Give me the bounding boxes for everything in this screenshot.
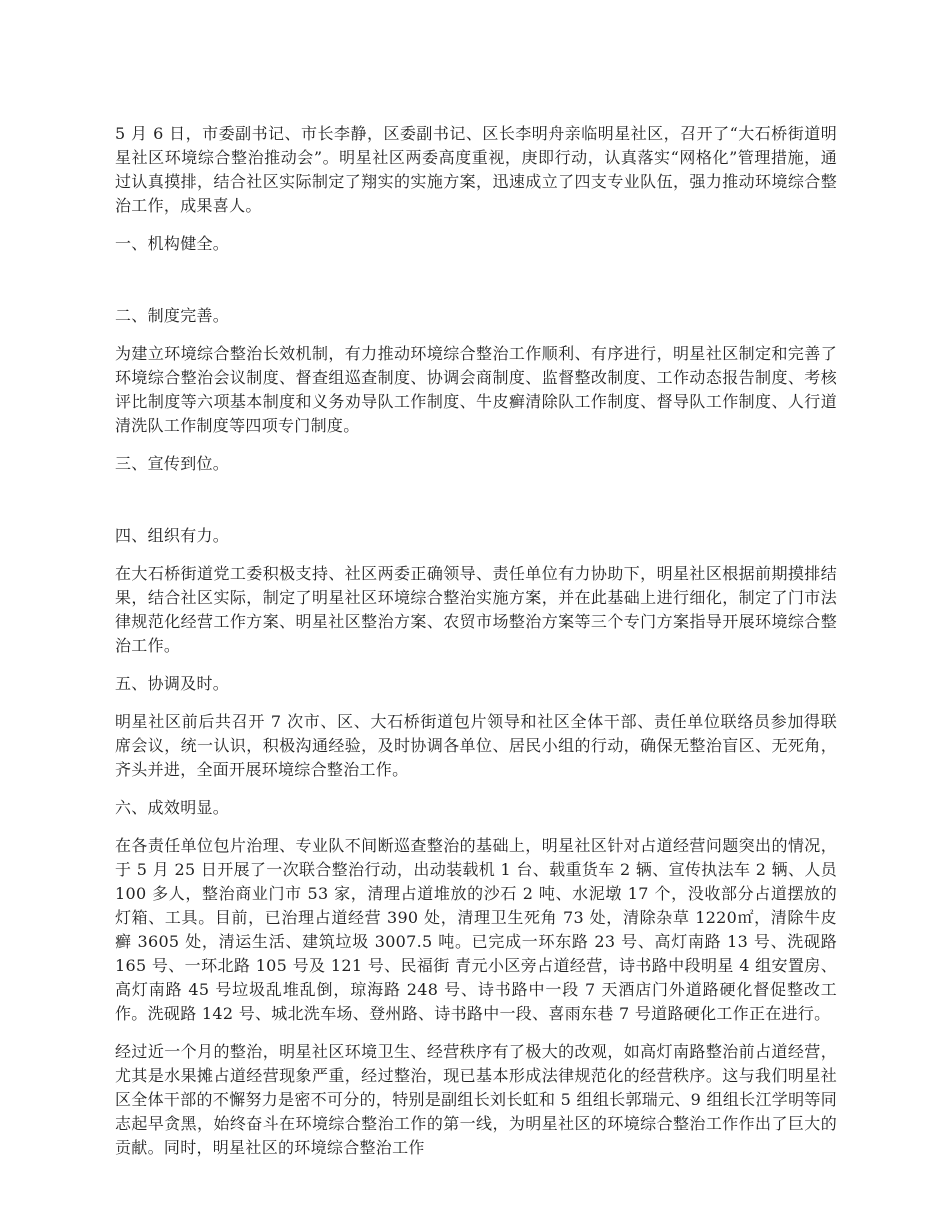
coordination-paragraph: 明星社区前后共召开 7 次市、区、大石桥街道包片领导和社区全体干部、责任单位联络员参加得联席会议，统一认识，积极沟通经验，及时协调各单位、居民小组的行动，确保无整治盲区、无死角，齐头并进，全面开展环境综合整治工作。 [115,712,837,779]
section-heading-coordination: 五、协调及时。 [115,674,230,693]
section-heading-organizing: 四、组织有力。 [115,526,230,545]
document-page [115,122,837,1174]
system-paragraph: 为建立环境综合整治长效机制，有力推动环境综合整治工作顺利、有序进行，明星社区制定和完善了环境综合整治会议制度、督查组巡查制度、协调会商制度、监督整改制度、工作动态报告制度、考核评比制度等六项基本制度和义务劝导队工作制度、牛皮癣清除队工作制度、督导队工作制度、人行道清洗队工作制度等四项专门制度。 [115,344,837,435]
summary-paragraph: 经过近一个月的整治，明星社区环境卫生、经营秩序有了极大的改观，如高灯南路整治前占道经营，尤其是水果摊占道经营现象严重，经过整治，现已基本形成法律规范化的经营秩序。这与我们明星社区全体干部的不懈努力是密不可分的，特别是副组长刘长虹和 5 组组长郭瑞元、9 组组长江学明等同志起早贪黑，始终奋斗在环境综合整治工作的第一线，为明星社区的环境综合整治工作作出了巨大的贡献。同时，明星社区的环境综合整治工作 [115,1042,837,1157]
section-heading-organization: 一、机构健全。 [115,234,230,253]
results-paragraph: 在各责任单位包片治理、专业队不间断巡查整治的基础上，明星社区针对占道经营问题突出的情况，于 5 月 25 日开展了一次联合整治行动，出动装载机 1 台、载重货车 2 辆、宣传执法车 2 辆、人员 100 多人，整治商业门市 53 家，清理占道堆放的沙石 2 吨、水泥墩 17 个，没收部分占道摆放的灯箱、工具。目前，已治理占道经营 390 处，清理卫生死角 73 处，清除杂草 1220㎡，清除牛皮癣 3605 处，清运生活、建筑垃圾 3007.5 吨。已完成一环东路 23 号、高灯南路 13 号、洗砚路 165 号、一环北路 105 号及 121 号、民福街 青元小区旁占道经营，诗书路中段明星 4 组安置房、高灯南路 45 号垃圾乱堆乱倒，琼海路 248 号、诗书路中一段 7 天酒店门外道路硬化督促整改工作。洗砚路 142 号、城北洗车场、登州路、诗书路中一段、喜雨东巷 7 号道路硬化工作正在进行。 [115,836,837,1023]
section-heading-publicity: 三、宣传到位。 [115,454,230,473]
intro-paragraph: 5 月 6 日，市委副书记、市长李静，区委副书记、区长李明舟亲临明星社区，召开了“大石桥街道明星社区环境综合整治推动会”。明星社区两委高度重视，庚即行动，认真落实“网格化”管理措施，通过认真摸排，结合社区实际制定了翔实的实施方案，迅速成立了四支专业队伍，强力推动环境综合整治工作，成果喜人。 [115,124,837,215]
section-heading-system: 二、制度完善。 [115,306,230,325]
section-heading-results: 六、成效明显。 [115,798,230,817]
organizing-paragraph: 在大石桥街道党工委积极支持、社区两委正确领导、责任单位有力协助下，明星社区根据前期摸排结果，结合社区实际，制定了明星社区环境综合整治实施方案，并在此基础上进行细化，制定了门市法律规范化经营工作方案、明星社区整治方案、农贸市场整治方案等三个专门方案指导开展环境综合整治工作。 [115,564,837,655]
